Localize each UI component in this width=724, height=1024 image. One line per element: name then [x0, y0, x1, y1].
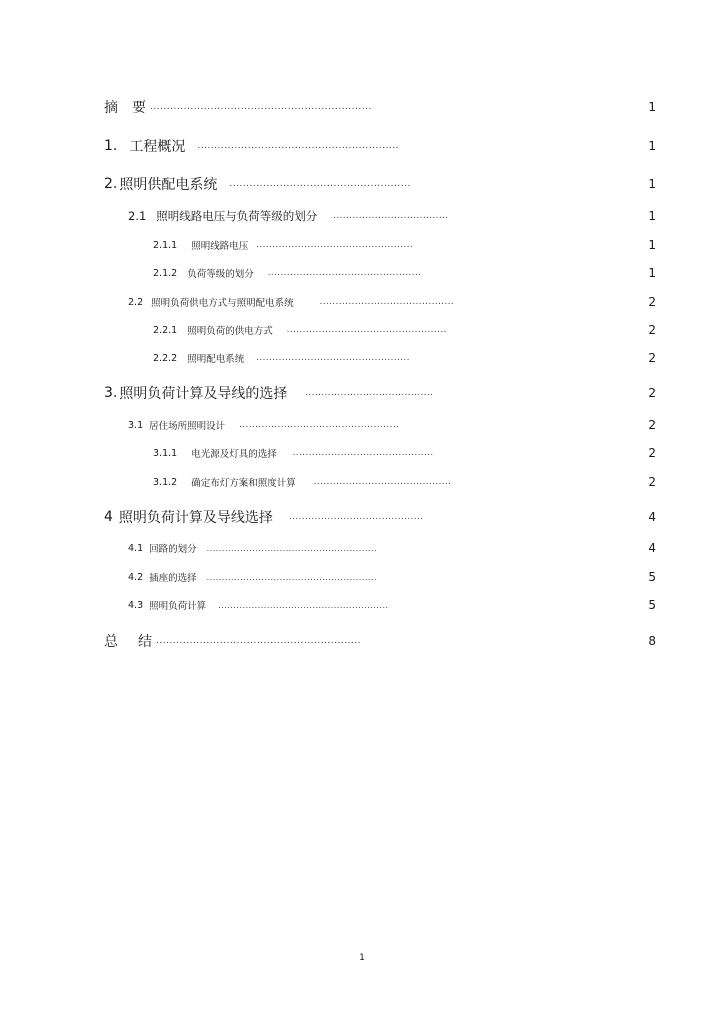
toc-entry-number: 4.1 — [128, 542, 144, 554]
toc-dot-leader: ............................................ — [292, 448, 434, 458]
toc-page-number: 1 — [648, 266, 656, 280]
toc-page-number: 8 — [648, 634, 656, 648]
toc-page-number: 1 — [648, 177, 656, 191]
toc-page-number: 2 — [648, 295, 656, 309]
toc-entry-4[interactable] — [104, 507, 459, 527]
toc-entry-title: 照明负荷计算及导线的选择 — [119, 386, 288, 402]
toc-entry-number: 3.1.1 — [153, 447, 178, 459]
toc-entry-number: 2.1.1 — [153, 239, 178, 251]
footer-page-number: 1 — [359, 953, 365, 963]
toc-dot-leader: ........................................................ — [206, 543, 378, 553]
toc-dot-leader: ................................................. — [256, 240, 414, 250]
toc-page-number: 1 — [648, 139, 656, 153]
toc-entry-title: 负荷等级的划分 — [187, 269, 254, 280]
toc-entry-title: 结 — [138, 634, 152, 650]
toc-entry-number: 1. — [104, 138, 118, 154]
toc-entry-number: 2.1.2 — [153, 267, 178, 279]
toc-entry-4-1[interactable] — [128, 538, 427, 558]
toc-entry-title: 照明配电系统 — [187, 354, 245, 365]
toc-entry-4-2[interactable] — [128, 567, 427, 587]
toc-page-number: 1 — [648, 238, 656, 252]
toc-entry-title: 照明负荷计算 — [149, 601, 207, 612]
toc-dot-leader: .................................................. — [286, 325, 447, 335]
toc-entry-title: 工程概况 — [129, 139, 186, 155]
toc-dot-leader: ...................................................... — [229, 179, 411, 189]
toc-dot-leader: ........................................................ — [218, 600, 389, 610]
toc-page-number: 2 — [648, 323, 656, 337]
toc-entry-3-1[interactable] — [128, 415, 439, 435]
toc-page-number: 2 — [648, 475, 656, 489]
toc-entry-4-3[interactable] — [128, 595, 432, 615]
toc-dot-leader: ................................................ — [256, 353, 410, 363]
toc-entry-number: 3.1.2 — [153, 476, 178, 488]
toc-entry-conclusion[interactable] — [104, 631, 410, 651]
toc-dot-leader: ................................................ — [267, 268, 422, 278]
toc-entry-number: 2.2.2 — [153, 352, 178, 364]
toc-entry-number: 2.1 — [128, 209, 147, 223]
toc-entry-number: 3.1 — [128, 419, 144, 431]
toc-entry-2-1-1[interactable] — [153, 235, 450, 255]
toc-entry-title: 要 — [132, 100, 146, 116]
toc-entry-number: 摘 — [104, 100, 118, 116]
toc-entry-3[interactable] — [104, 383, 467, 403]
toc-entry-title: 照明供配电系统 — [119, 177, 218, 193]
toc-page-number: 1 — [648, 100, 656, 114]
toc-entry-number: 2. — [104, 176, 118, 192]
toc-dot-leader: .......................................... — [288, 512, 424, 522]
toc-entry-2-1-2[interactable] — [153, 263, 455, 283]
toc-dot-leader: .................................................. — [239, 420, 400, 430]
toc-entry-number: 总 — [104, 634, 118, 650]
toc-dot-leader: .................................... — [333, 211, 449, 221]
toc-entry-title: 照明线路电压 — [191, 241, 249, 252]
toc-entry-2-2-1[interactable] — [153, 320, 461, 340]
toc-page-number: 4 — [648, 510, 656, 524]
toc-page-number: 2 — [648, 386, 656, 400]
toc-entry-title: 照明线路电压与负荷等级的划分 — [156, 209, 318, 223]
toc-entry-1[interactable] — [104, 136, 427, 156]
toc-dot-leader: ........................................ — [305, 388, 434, 398]
toc-entry-title: 电光源及灯具的选择 — [191, 449, 277, 460]
toc-entry-title: 确定布灯方案和照度计算 — [191, 478, 296, 489]
toc-page-number: 5 — [648, 598, 656, 612]
toc-entry-3-1-2[interactable] — [153, 472, 472, 492]
toc-entry-number: 2.2 — [128, 296, 144, 308]
toc-entry-number: 2.2.1 — [153, 324, 178, 336]
toc-page-number: 2 — [648, 446, 656, 460]
toc-entry-2[interactable] — [104, 174, 439, 194]
toc-dot-leader: ............................................................ — [197, 141, 400, 151]
toc-entry-title: 插座的选择 — [149, 573, 197, 584]
toc-entry-title: 居住场所照明设计 — [149, 421, 226, 432]
toc-page-number: 2 — [648, 418, 656, 432]
toc-entry-title: 照明负荷供电方式与照明配电系统 — [151, 298, 294, 309]
toc-entry-title: 照明负荷的供电方式 — [187, 326, 273, 337]
toc-page-number: 2 — [648, 351, 656, 365]
toc-entry-number: 4 — [104, 509, 113, 525]
toc-entry-number: 4.2 — [128, 571, 144, 583]
toc-dot-leader: .................................................................. — [150, 102, 372, 112]
toc-entry-number: 4.3 — [128, 599, 144, 611]
toc-entry-2-2[interactable] — [128, 292, 472, 312]
toc-page-number: 5 — [648, 570, 656, 584]
toc-dot-leader: ............................................................. — [156, 636, 362, 646]
toc-entry-abstract[interactable] — [104, 97, 407, 117]
toc-page-number: 1 — [648, 209, 656, 223]
toc-entry-2-1[interactable] — [128, 206, 478, 226]
toc-entry-title: 回路的划分 — [149, 544, 197, 555]
toc-entry-title: 照明负荷计算及导线选择 — [118, 510, 273, 526]
toc-entry-2-2-2[interactable] — [153, 348, 448, 368]
toc-entry-3-1-1[interactable] — [153, 443, 463, 463]
toc-dot-leader: ........................................................ — [206, 572, 378, 582]
toc-dot-leader: ........................................... — [313, 477, 452, 487]
toc-entry-number: 3. — [104, 385, 118, 401]
toc-dot-leader: .......................................... — [319, 297, 455, 307]
toc-page-number: 4 — [648, 541, 656, 555]
